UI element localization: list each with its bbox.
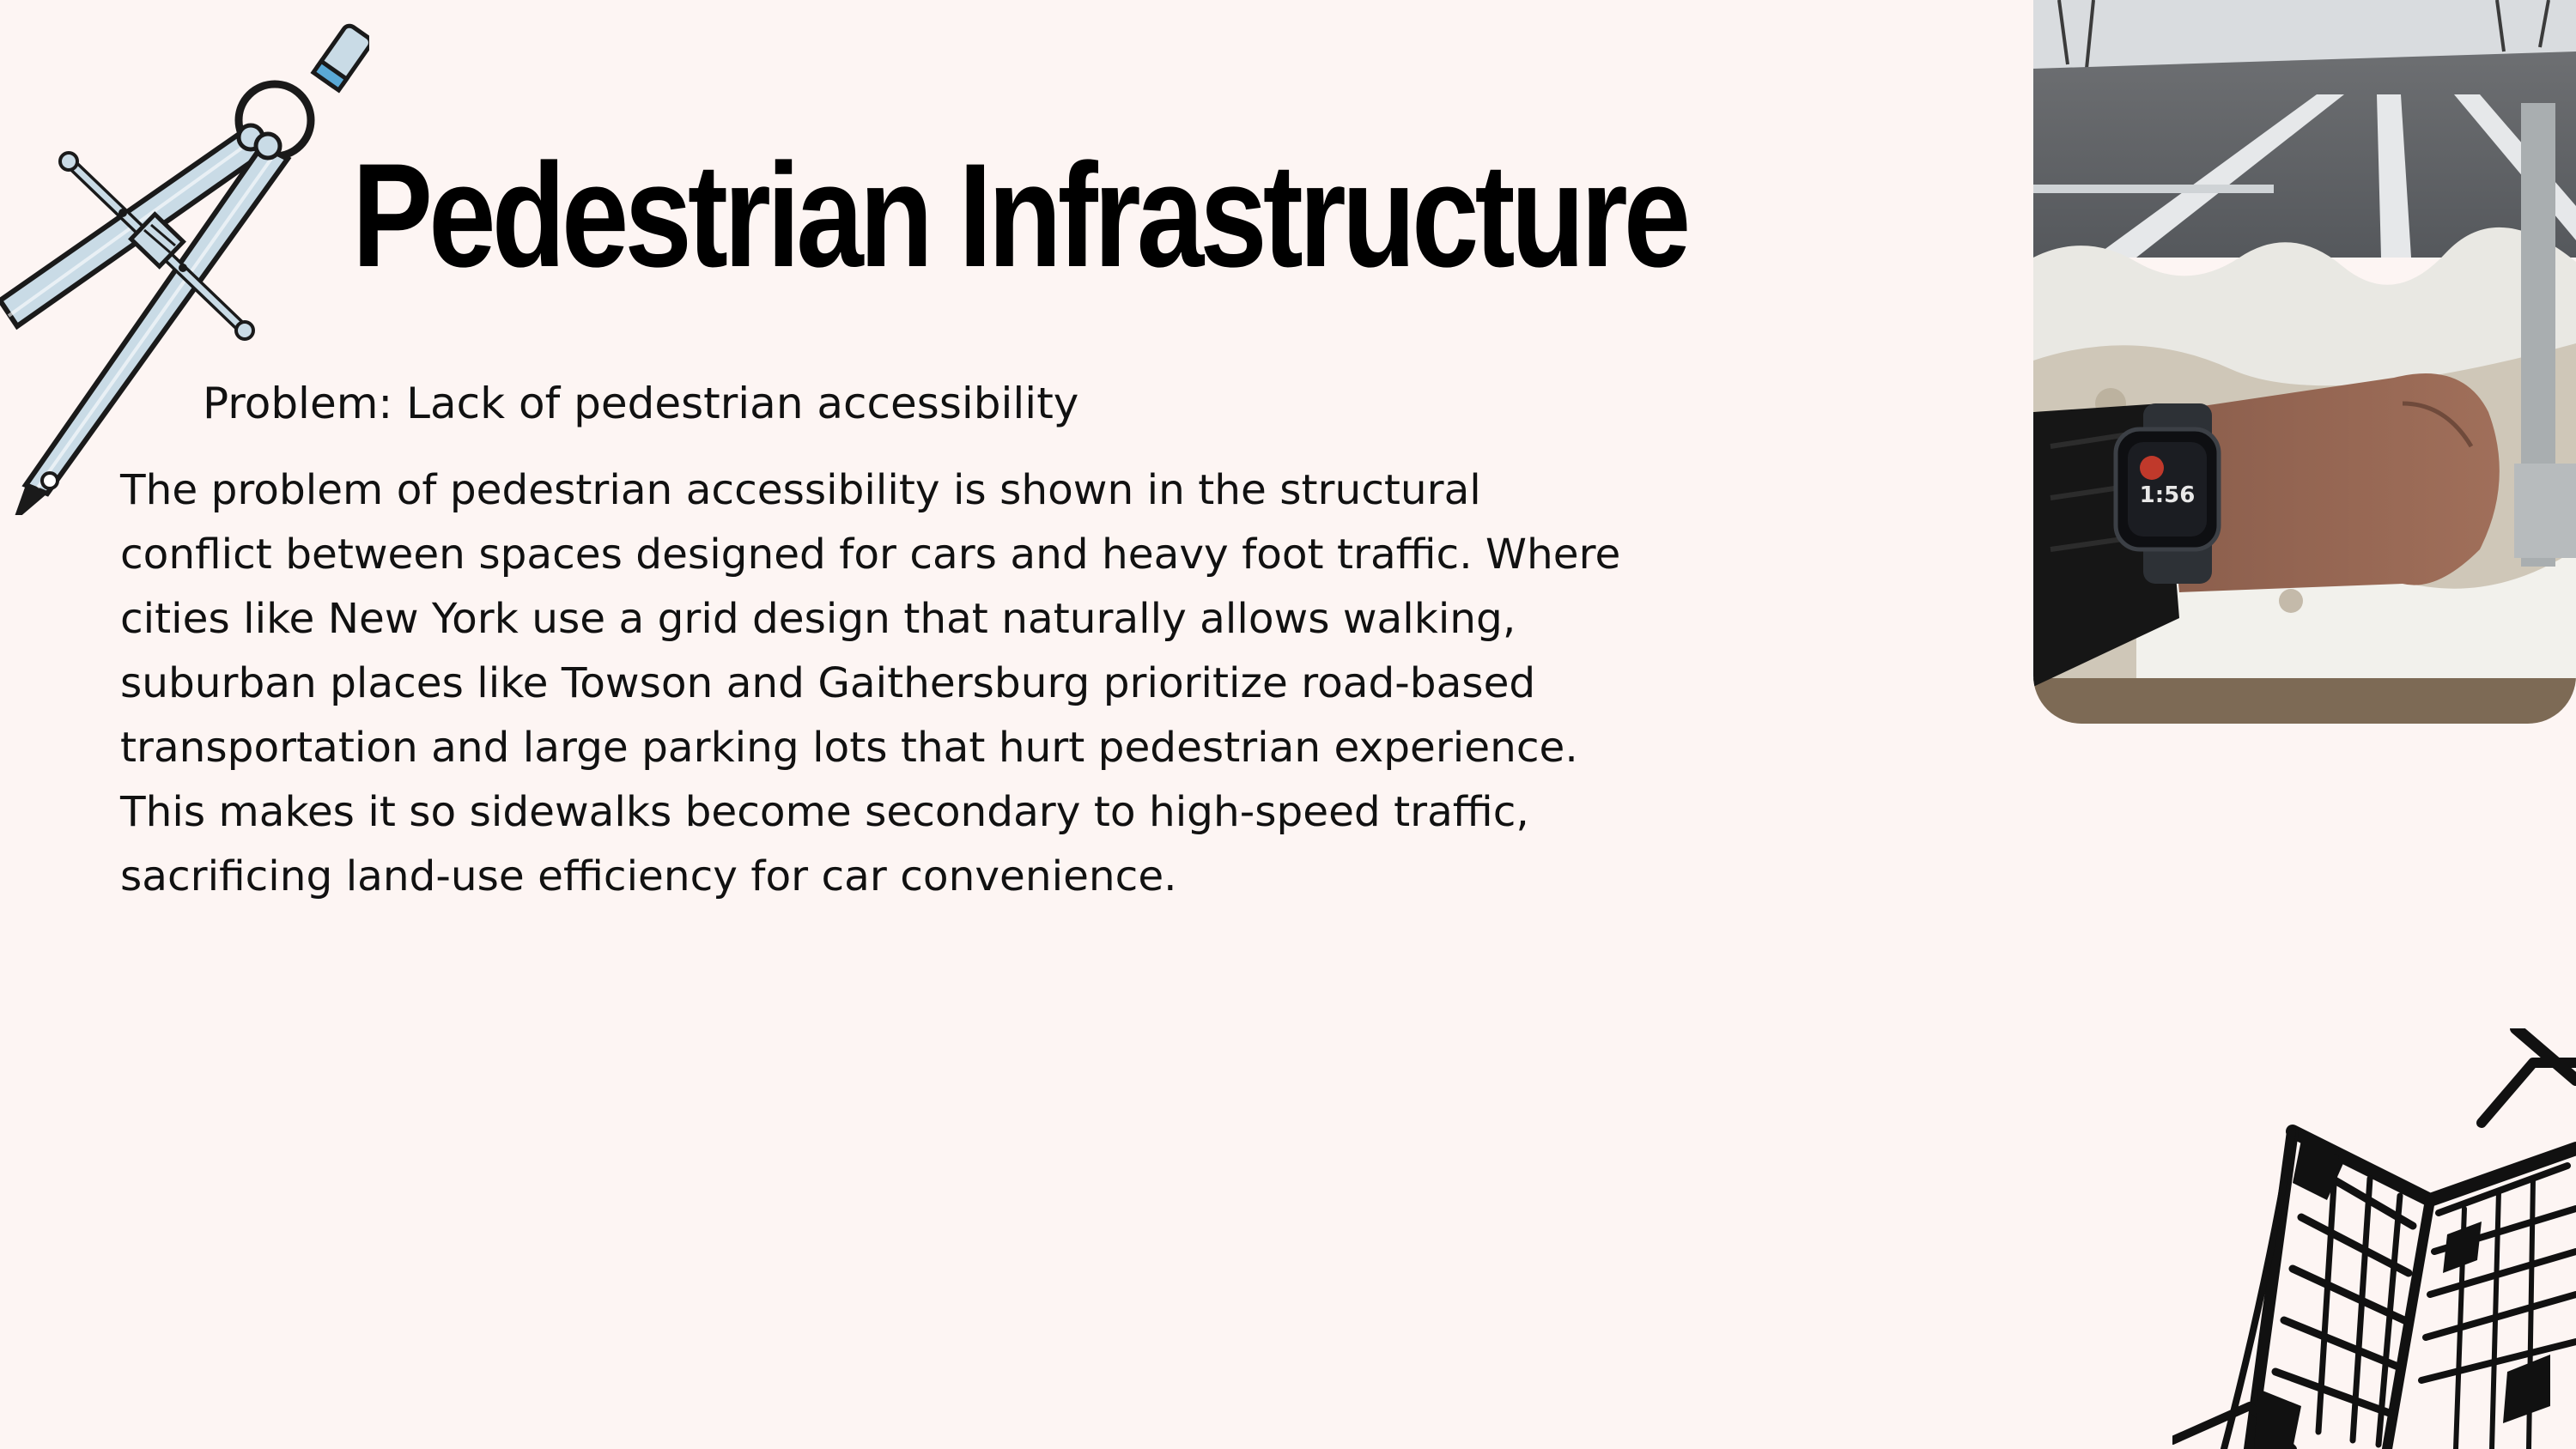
watch-time: 1:56 <box>2139 482 2196 508</box>
crosswalk-watch-photo <box>2033 0 2576 724</box>
slide-body-text: The problem of pedestrian accessibility is shown in the structural conflict between spaces designed for cars and heavy foot traffic. Where cities like New York use a grid design that naturally allows walking, suburban places like Towson and Gaithersburg prioritize road-based transportation and large parking lots that hurt pedestrian experience. This makes it so sidewalks become secondary to high-speed traffic, sacrificing land-use efficiency for car convenience. <box>120 466 1621 900</box>
slide-subtitle: Problem: Lack of pedestrian accessibility <box>203 379 1079 428</box>
building-sketch-icon <box>2172 1028 2576 1449</box>
slide-title: Pedestrian Infrastructure <box>352 133 1687 298</box>
drafting-compass-icon <box>0 17 369 515</box>
